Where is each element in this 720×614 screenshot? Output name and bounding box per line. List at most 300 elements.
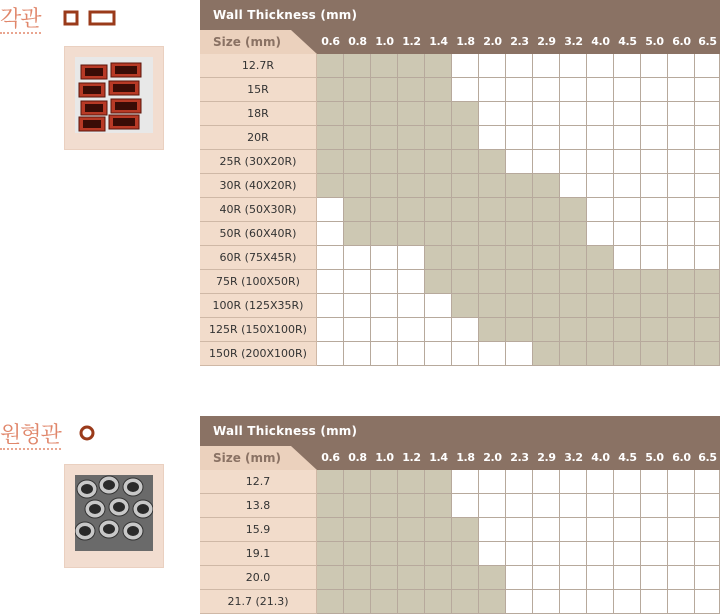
size-cell: 60R (75X45R) [200, 246, 317, 270]
available-cell [479, 150, 506, 174]
unavailable-cell [479, 54, 506, 78]
available-cell [425, 566, 452, 590]
size-column-header [200, 30, 317, 54]
unavailable-cell [560, 78, 587, 102]
available-cell [560, 246, 587, 270]
thickness-header: 6.0 [672, 451, 691, 464]
size-cell: 12.7R [200, 54, 317, 78]
available-cell [317, 102, 344, 126]
table-row [200, 318, 720, 342]
unavailable-cell [560, 470, 587, 494]
size-cell: 21.7 (21.3) [200, 590, 317, 614]
unavailable-cell [506, 542, 533, 566]
unavailable-cell [344, 294, 371, 318]
unavailable-cell [641, 494, 668, 518]
available-cell [479, 318, 506, 342]
available-cell [398, 54, 425, 78]
unavailable-cell [398, 246, 425, 270]
thickness-header: 1.2 [402, 451, 421, 464]
available-cell [533, 174, 560, 198]
table-row [200, 470, 720, 494]
unavailable-cell [506, 78, 533, 102]
unavailable-cell [344, 342, 371, 366]
available-cell [398, 78, 425, 102]
available-cell [344, 102, 371, 126]
unavailable-cell [668, 590, 695, 614]
unavailable-cell [614, 246, 641, 270]
table-row [200, 126, 720, 150]
available-cell [398, 222, 425, 246]
unavailable-cell [587, 102, 614, 126]
available-cell [371, 54, 398, 78]
available-cell [641, 318, 668, 342]
available-cell [344, 566, 371, 590]
available-cell [452, 270, 479, 294]
thickness-header: 0.6 [321, 451, 340, 464]
unavailable-cell [398, 270, 425, 294]
available-cell [533, 222, 560, 246]
unavailable-cell [695, 494, 720, 518]
wall-thickness-heading: Wall Thickness (mm) [213, 8, 358, 22]
size-cell: 19.1 [200, 542, 317, 566]
unavailable-cell [695, 566, 720, 590]
unavailable-cell [533, 54, 560, 78]
available-cell [533, 294, 560, 318]
table-row [200, 174, 720, 198]
unavailable-cell [479, 102, 506, 126]
square-shape-icon [63, 10, 117, 30]
square-tube-photo [75, 57, 153, 133]
table-row [200, 78, 720, 102]
available-cell [479, 270, 506, 294]
unavailable-cell [506, 342, 533, 366]
unavailable-cell [560, 566, 587, 590]
available-cell [398, 198, 425, 222]
thickness-header: 2.3 [510, 451, 529, 464]
unavailable-cell [317, 318, 344, 342]
unavailable-cell [614, 222, 641, 246]
unavailable-cell [587, 494, 614, 518]
unavailable-cell [668, 126, 695, 150]
size-cell: 100R (125X35R) [200, 294, 317, 318]
unavailable-cell [668, 54, 695, 78]
unavailable-cell [398, 294, 425, 318]
unavailable-cell [506, 470, 533, 494]
unavailable-cell [587, 542, 614, 566]
unavailable-cell [614, 174, 641, 198]
thickness-header: 6.0 [672, 35, 691, 48]
unavailable-cell [479, 78, 506, 102]
unavailable-cell [695, 78, 720, 102]
unavailable-cell [587, 566, 614, 590]
thickness-header: 0.8 [348, 451, 367, 464]
size-cell: 18R [200, 102, 317, 126]
unavailable-cell [533, 518, 560, 542]
unavailable-cell [533, 542, 560, 566]
available-cell [641, 270, 668, 294]
unavailable-cell [560, 590, 587, 614]
available-cell [452, 518, 479, 542]
unavailable-cell [560, 542, 587, 566]
unavailable-cell [560, 494, 587, 518]
available-cell [398, 150, 425, 174]
available-cell [425, 470, 452, 494]
unavailable-cell [560, 518, 587, 542]
available-cell [371, 590, 398, 614]
table-row [200, 150, 720, 174]
unavailable-cell [371, 342, 398, 366]
thickness-header: 2.9 [537, 35, 556, 48]
available-cell [560, 222, 587, 246]
thickness-header: 5.0 [645, 451, 664, 464]
available-cell [506, 222, 533, 246]
unavailable-cell [398, 318, 425, 342]
unavailable-cell [695, 54, 720, 78]
thickness-header: 1.4 [429, 451, 448, 464]
table-row [200, 342, 720, 366]
available-cell [479, 174, 506, 198]
available-cell [317, 126, 344, 150]
thickness-header: 0.6 [321, 35, 340, 48]
available-cell [344, 198, 371, 222]
size-cell: 13.8 [200, 494, 317, 518]
unavailable-cell [371, 294, 398, 318]
wall-thickness-heading: Wall Thickness (mm) [213, 424, 358, 438]
unavailable-cell [641, 590, 668, 614]
available-cell [344, 518, 371, 542]
available-cell [398, 542, 425, 566]
available-cell [344, 494, 371, 518]
available-cell [425, 78, 452, 102]
available-cell [668, 342, 695, 366]
unavailable-cell [533, 494, 560, 518]
available-cell [533, 246, 560, 270]
unavailable-cell [587, 126, 614, 150]
unavailable-cell [587, 150, 614, 174]
unavailable-cell [452, 78, 479, 102]
unavailable-cell [587, 222, 614, 246]
available-cell [560, 270, 587, 294]
unavailable-cell [668, 566, 695, 590]
available-cell [533, 270, 560, 294]
thickness-header: 2.0 [483, 35, 502, 48]
available-cell [398, 126, 425, 150]
unavailable-cell [641, 150, 668, 174]
available-cell [506, 174, 533, 198]
unavailable-cell [560, 126, 587, 150]
unavailable-cell [479, 342, 506, 366]
available-cell [533, 342, 560, 366]
available-cell [371, 102, 398, 126]
available-cell [371, 566, 398, 590]
unavailable-cell [695, 102, 720, 126]
available-cell [614, 342, 641, 366]
available-cell [398, 590, 425, 614]
size-cell: 125R (150X100R) [200, 318, 317, 342]
thickness-header: 5.0 [645, 35, 664, 48]
thickness-header: 0.8 [348, 35, 367, 48]
available-cell [560, 198, 587, 222]
unavailable-cell [695, 590, 720, 614]
unavailable-cell [614, 126, 641, 150]
available-cell [560, 318, 587, 342]
available-cell [452, 566, 479, 590]
unavailable-cell [641, 222, 668, 246]
available-cell [344, 78, 371, 102]
thickness-header: 1.2 [402, 35, 421, 48]
available-cell [425, 174, 452, 198]
unavailable-cell [317, 198, 344, 222]
unavailable-cell [668, 198, 695, 222]
size-cell: 12.7 [200, 470, 317, 494]
table-row [200, 270, 720, 294]
available-cell [344, 150, 371, 174]
available-cell [317, 54, 344, 78]
available-cell [344, 470, 371, 494]
table-row [200, 54, 720, 78]
available-cell [479, 294, 506, 318]
square-spec-table [200, 0, 720, 368]
available-cell [398, 470, 425, 494]
unavailable-cell [695, 174, 720, 198]
unavailable-cell [695, 150, 720, 174]
unavailable-cell [533, 566, 560, 590]
unavailable-cell [479, 518, 506, 542]
unavailable-cell [695, 470, 720, 494]
thickness-header: 3.2 [564, 35, 583, 48]
unavailable-cell [344, 246, 371, 270]
available-cell [695, 342, 720, 366]
available-cell [344, 542, 371, 566]
available-cell [641, 294, 668, 318]
unavailable-cell [506, 494, 533, 518]
thickness-header: 2.9 [537, 451, 556, 464]
available-cell [506, 294, 533, 318]
available-cell [668, 318, 695, 342]
unavailable-cell [695, 222, 720, 246]
available-cell [506, 198, 533, 222]
round-spec-table [200, 416, 720, 608]
unavailable-cell [533, 150, 560, 174]
thickness-header: 4.0 [591, 451, 610, 464]
unavailable-cell [614, 590, 641, 614]
unavailable-cell [317, 222, 344, 246]
unavailable-cell [614, 102, 641, 126]
size-cell: 15.9 [200, 518, 317, 542]
unavailable-cell [614, 198, 641, 222]
table-row [200, 222, 720, 246]
round-table-header [200, 416, 720, 446]
unavailable-cell [506, 590, 533, 614]
available-cell [479, 198, 506, 222]
square-table-header [200, 0, 720, 30]
available-cell [317, 174, 344, 198]
table-row [200, 246, 720, 270]
unavailable-cell [371, 318, 398, 342]
unavailable-cell [560, 54, 587, 78]
thickness-header-row [317, 446, 720, 470]
available-cell [371, 174, 398, 198]
unavailable-cell [668, 470, 695, 494]
thickness-header: 3.2 [564, 451, 583, 464]
unavailable-cell [317, 294, 344, 318]
unavailable-cell [560, 102, 587, 126]
available-cell [317, 494, 344, 518]
unavailable-cell [560, 150, 587, 174]
square-tube-title: 각관 [0, 2, 41, 33]
available-cell [344, 126, 371, 150]
unavailable-cell [587, 470, 614, 494]
unavailable-cell [425, 342, 452, 366]
available-cell [452, 222, 479, 246]
unavailable-cell [641, 102, 668, 126]
unavailable-cell [587, 518, 614, 542]
round-tube-section [0, 410, 720, 608]
available-cell [425, 126, 452, 150]
thickness-header: 2.0 [483, 451, 502, 464]
available-cell [587, 318, 614, 342]
available-cell [668, 270, 695, 294]
available-cell [398, 518, 425, 542]
unavailable-cell [668, 518, 695, 542]
available-cell [452, 102, 479, 126]
available-cell [425, 150, 452, 174]
unavailable-cell [614, 566, 641, 590]
available-cell [317, 470, 344, 494]
available-cell [425, 246, 452, 270]
available-cell [452, 150, 479, 174]
unavailable-cell [695, 198, 720, 222]
size-cell: 150R (200X100R) [200, 342, 317, 366]
unavailable-cell [695, 542, 720, 566]
available-cell [371, 518, 398, 542]
unavailable-cell [317, 342, 344, 366]
available-cell [452, 198, 479, 222]
available-cell [560, 342, 587, 366]
available-cell [344, 222, 371, 246]
available-cell [317, 78, 344, 102]
available-cell [479, 222, 506, 246]
unavailable-cell [587, 198, 614, 222]
table-row [200, 494, 720, 518]
unavailable-cell [641, 54, 668, 78]
unavailable-cell [641, 470, 668, 494]
size-cell: 50R (60X40R) [200, 222, 317, 246]
size-label: Size (mm) [213, 451, 282, 465]
available-cell [371, 470, 398, 494]
available-cell [371, 494, 398, 518]
unavailable-cell [533, 590, 560, 614]
unavailable-cell [641, 198, 668, 222]
unavailable-cell [317, 246, 344, 270]
available-cell [614, 318, 641, 342]
unavailable-cell [668, 222, 695, 246]
unavailable-cell [587, 174, 614, 198]
round-tube-photo-frame [64, 464, 164, 568]
unavailable-cell [533, 78, 560, 102]
unavailable-cell [344, 318, 371, 342]
size-label: Size (mm) [213, 35, 282, 49]
size-cell: 20.0 [200, 566, 317, 590]
available-cell [506, 318, 533, 342]
table-row [200, 590, 720, 614]
available-cell [317, 542, 344, 566]
table-row [200, 294, 720, 318]
available-cell [587, 246, 614, 270]
size-cell: 15R [200, 78, 317, 102]
table-row [200, 518, 720, 542]
unavailable-cell [614, 54, 641, 78]
available-cell [425, 198, 452, 222]
unavailable-cell [614, 518, 641, 542]
available-cell [668, 294, 695, 318]
available-cell [479, 590, 506, 614]
table-row [200, 198, 720, 222]
available-cell [344, 54, 371, 78]
available-cell [425, 518, 452, 542]
thickness-header: 6.5 [698, 451, 717, 464]
size-column-header [200, 446, 317, 470]
unavailable-cell [452, 470, 479, 494]
unavailable-cell [452, 342, 479, 366]
unavailable-cell [668, 542, 695, 566]
available-cell [371, 150, 398, 174]
available-cell [587, 294, 614, 318]
thickness-header: 1.0 [375, 35, 394, 48]
unavailable-cell [668, 150, 695, 174]
unavailable-cell [425, 294, 452, 318]
table-row [200, 542, 720, 566]
unavailable-cell [641, 126, 668, 150]
available-cell [452, 590, 479, 614]
available-cell [317, 566, 344, 590]
available-cell [452, 126, 479, 150]
available-cell [452, 246, 479, 270]
unavailable-cell [506, 102, 533, 126]
available-cell [371, 198, 398, 222]
available-cell [614, 294, 641, 318]
size-cell: 20R [200, 126, 317, 150]
thickness-header: 1.0 [375, 451, 394, 464]
thickness-header: 6.5 [698, 35, 717, 48]
thickness-header: 1.8 [456, 35, 475, 48]
unavailable-cell [425, 318, 452, 342]
available-cell [695, 318, 720, 342]
unavailable-cell [560, 174, 587, 198]
thickness-header-row [317, 30, 720, 54]
available-cell [398, 494, 425, 518]
available-cell [560, 294, 587, 318]
available-cell [506, 270, 533, 294]
unavailable-cell [614, 470, 641, 494]
available-cell [344, 174, 371, 198]
unavailable-cell [668, 102, 695, 126]
available-cell [425, 222, 452, 246]
available-cell [344, 590, 371, 614]
available-cell [371, 542, 398, 566]
unavailable-cell [695, 246, 720, 270]
unavailable-cell [506, 566, 533, 590]
unavailable-cell [668, 78, 695, 102]
unavailable-cell [668, 174, 695, 198]
available-cell [695, 294, 720, 318]
table-row [200, 102, 720, 126]
unavailable-cell [695, 518, 720, 542]
unavailable-cell [398, 342, 425, 366]
available-cell [425, 590, 452, 614]
unavailable-cell [452, 494, 479, 518]
unavailable-cell [614, 78, 641, 102]
